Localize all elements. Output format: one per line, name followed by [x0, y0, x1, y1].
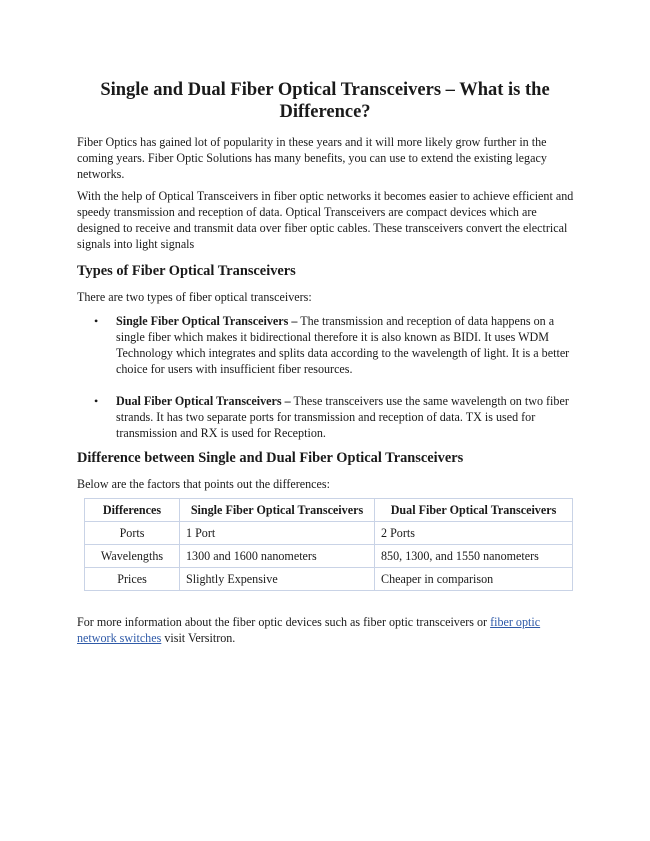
table-cell: 1 Port	[180, 522, 375, 545]
bullet-term: Dual Fiber Optical Transceivers –	[116, 394, 291, 408]
table-row	[85, 568, 573, 591]
table-header-row	[85, 499, 573, 522]
table-cell: 1300 and 1600 nanometers	[180, 545, 375, 568]
bullet-text	[116, 313, 576, 377]
bullet-text	[116, 393, 576, 441]
intro-paragraph-1: Fiber Optics has gained lot of popularity in these years and it will more likely grow further in the coming years. Fiber Optic Solutions has many benefits, you can use to extend the existing legacy networks.	[77, 135, 547, 181]
bullet-description: The transmission and reception of data happens on a single fiber which makes it bidirectional therefore it is also known as BIDI. It uses WDM Technology which integrates and splits data according to the wavelength of light. It is a better choice for users with insufficient fiber resources.	[116, 314, 570, 376]
page-title: Single and Dual Fiber Optical Transceivers – What is the Difference?	[100, 80, 550, 122]
table-cell: Prices	[85, 568, 180, 591]
difference-lead: Below are the factors that points out the differences:	[77, 477, 330, 491]
table-cell: Ports	[85, 522, 180, 545]
table-cell: 850, 1300, and 1550 nanometers	[375, 545, 573, 568]
bullet-icon: •	[94, 394, 99, 408]
closing-text-before-link: For more information about the fiber optic devices such as fiber optic transceivers or	[77, 615, 491, 629]
table-cell: Slightly Expensive	[180, 568, 375, 591]
table-cell: Cheaper in comparison	[375, 568, 573, 591]
closing-paragraph	[77, 614, 577, 646]
comparison-table	[84, 498, 573, 591]
difference-heading: Difference between Single and Dual Fiber Optical Transceivers	[77, 450, 464, 466]
bullet-icon: •	[94, 314, 99, 328]
bullet-term: Single Fiber Optical Transceivers –	[116, 314, 298, 328]
intro-paragraph-2: With the help of Optical Transceivers in fiber optic networks it becomes easier to achieve efficient and speedy transmission and reception of data. Optical Transceivers are compact devices which are designed to receive and transmit data over fiber optic cables. These transceivers convert the electrical signals into light signals	[77, 189, 574, 251]
table-row	[85, 522, 573, 545]
fiber-optic-switches-link[interactable]: fiber optic network switches	[77, 615, 541, 645]
table-row	[85, 545, 573, 568]
types-heading: Types of Fiber Optical Transceivers	[77, 263, 296, 279]
closing-text-after-link: visit Versitron.	[161, 631, 236, 645]
table-header-cell: Single Fiber Optical Transceivers	[180, 499, 375, 522]
bullet-description: These transceivers use the same wavelength on two fiber strands. It has two separate ports for transmission and reception of data. TX is used for transmission and RX is used for Reception.	[116, 394, 569, 440]
types-lead: There are two types of fiber optical transceivers:	[77, 290, 312, 304]
table-cell: 2 Ports	[375, 522, 573, 545]
table-header-cell: Differences	[85, 499, 180, 522]
table-header-cell: Dual Fiber Optical Transceivers	[375, 499, 573, 522]
table-cell: Wavelengths	[85, 545, 180, 568]
